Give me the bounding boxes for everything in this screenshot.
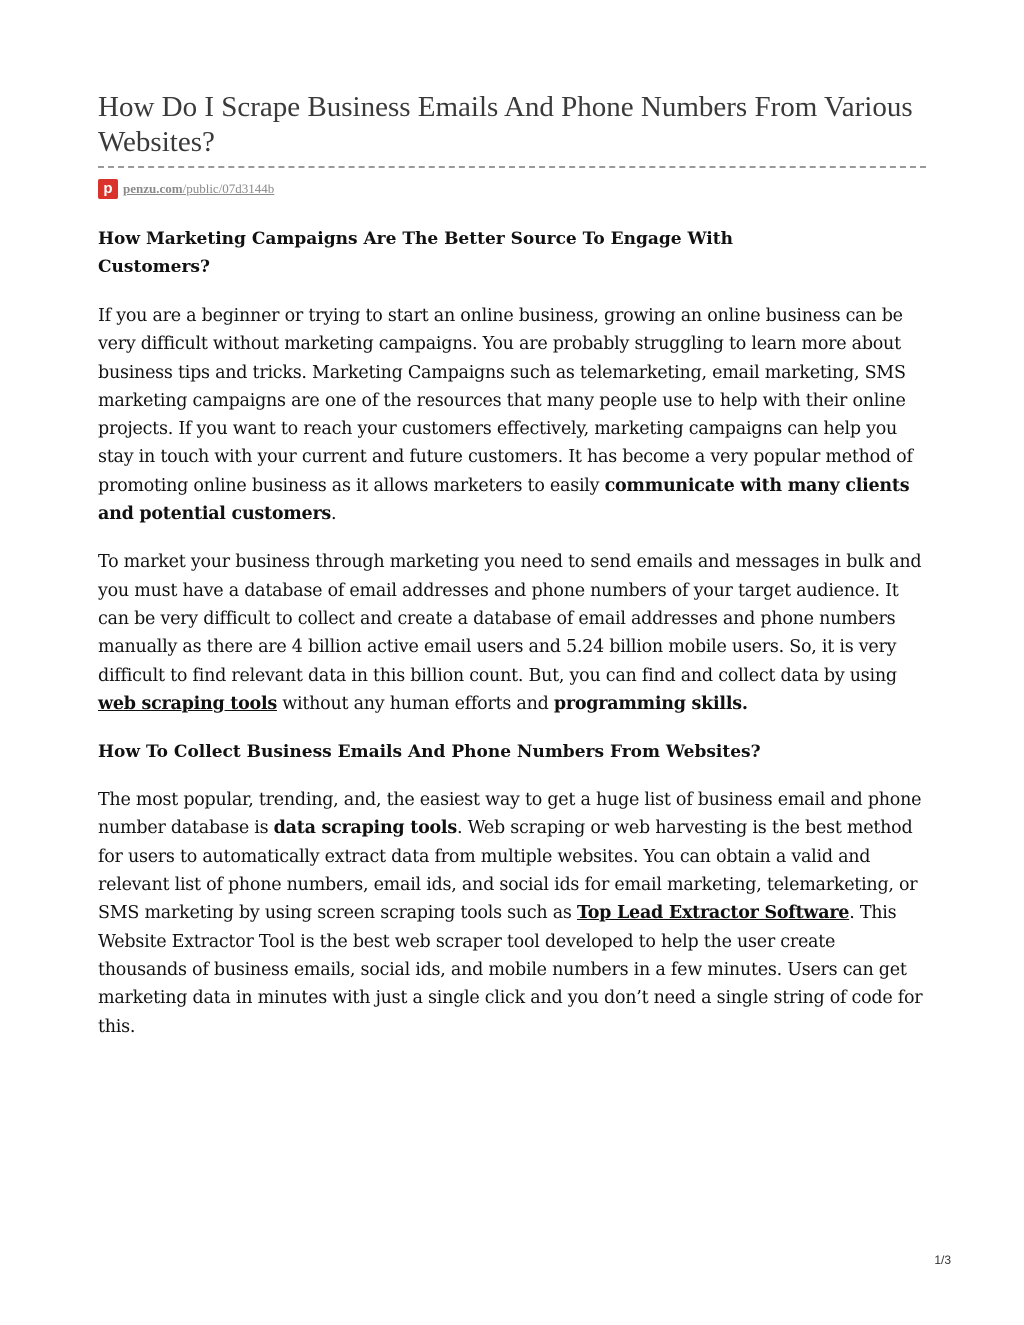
page-number: 1/3	[934, 1253, 951, 1267]
paragraph-text-3: . This Website Extractor Tool is the best web scraper tool developed to help the user create thousands of business emails, social ids, and mobile numbers in a few minutes. Users can get marketing data in minutes with just a single click and you don’t need a single string of code for this.	[98, 903, 923, 1037]
web-scraping-tools-link[interactable]: web scraping tools	[98, 693, 277, 714]
top-lead-extractor-link[interactable]: Top Lead Extractor Software	[576, 903, 850, 924]
paragraph-marketing	[98, 302, 926, 528]
paragraph-scraping-tools	[98, 786, 926, 1041]
paragraph-text: If you are a beginner or trying to start an online business, growing an online business can be very difficult without marketing campaigns. You are probably struggling to learn more about business tips and tricks. Marketing Campaigns such as telemarketing, email marketing, SMS marketing campaigns are one of the resources that many people use to help with their online projects. If you want to reach your customers effectively, marketing campaigns can help you stay in touch with your current and future customers. It has become a very popular method of promoting online business as it allows marketers to easily	[98, 306, 913, 496]
paragraph-text: The most popular, trending, and, the easiest way to get a huge list of business email and phone number database is	[98, 790, 922, 839]
paragraph-text-2: . Web scraping or web harvesting is the best method for users to automatically extract data from multiple websites. You can obtain a valid and relevant list of phone numbers, email ids, and social ids for email marketing, telemarketing, or SMS marketing by using screen scraping tools such as	[98, 818, 918, 924]
document-page	[98, 90, 926, 1041]
source-path-link[interactable]: /public/07d3144b	[182, 181, 275, 196]
bold-text: data scraping tools	[273, 818, 457, 839]
bold-text: communicate with many clients and potential customers	[98, 475, 910, 525]
bold-text: programming skills.	[553, 693, 748, 714]
section-heading-collect: How To Collect Business Emails And Phone Numbers From Websites?	[98, 742, 761, 763]
paragraph-middle: without any human efforts and	[276, 693, 554, 714]
paragraph-database	[98, 548, 926, 718]
paragraph-end: .	[331, 504, 337, 525]
source-domain-link[interactable]: penzu.com	[123, 181, 183, 196]
source-line	[98, 178, 926, 200]
penzu-logo-icon: p	[98, 179, 118, 199]
page-title: How Do I Scrape Business Emails And Phone Numbers From Various Websites?	[98, 90, 926, 168]
section-heading-marketing: How Marketing Campaigns Are The Better Source To Engage With Customers?	[98, 229, 733, 277]
paragraph-text: To market your business through marketing you need to send emails and messages in bulk and you must have a database of email addresses and phone numbers of your target audience. It can be very difficult to collect and create a database of email addresses and phone numbers manually as there are 4 billion active email users and 5.24 billion mobile users. So, it is very difficult to find relevant data in this billion count. But, you can find and collect data by using	[98, 552, 922, 686]
